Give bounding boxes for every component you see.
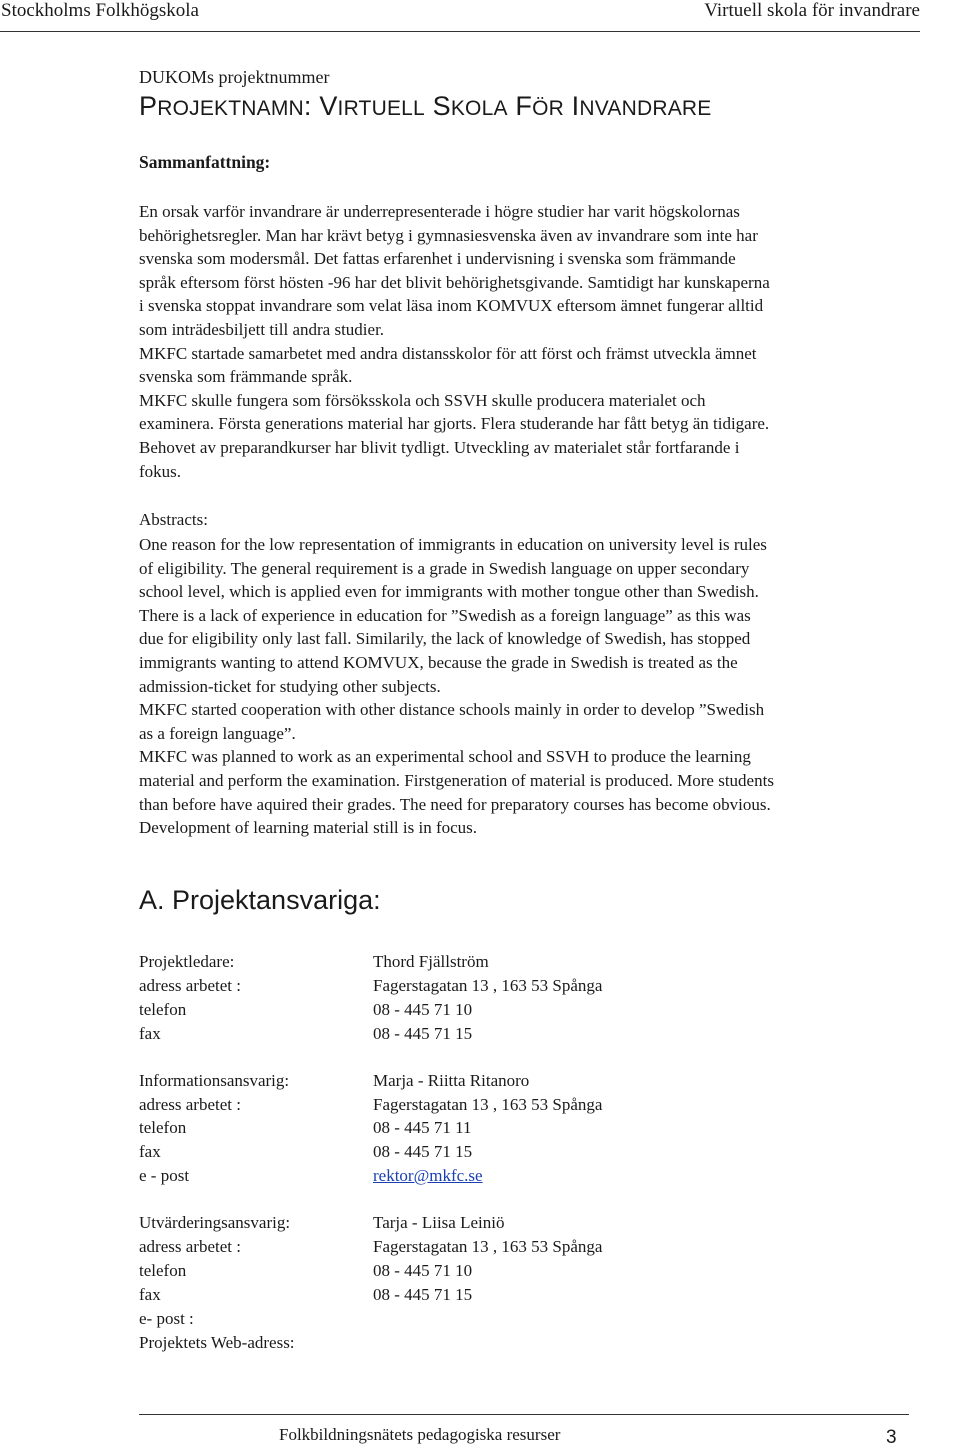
contact-row-fax: [139, 1024, 899, 1046]
abstract-paragraph: [139, 533, 909, 840]
contact-value: Tarja - Liisa Leiniö: [373, 1213, 505, 1232]
footer-text: Folkbildningsnätets pedagogiska resurser: [279, 1425, 561, 1444]
abstract-line: than before have aquired their grades. The need for preparatory courses has become obvious.: [139, 794, 771, 814]
contact-row-email: [139, 1166, 899, 1188]
title-kola: KOLA: [450, 97, 508, 120]
header-school-name: Stockholms Folkhögskola: [1, 0, 199, 21]
contact-key: adress arbetet :: [139, 1237, 241, 1256]
title-colon: :: [303, 91, 320, 121]
project-title: [139, 91, 712, 122]
contact-value: 08 - 445 71 15: [373, 1142, 473, 1161]
page-header: [0, 0, 920, 24]
summary-line: behörighetsregler. Man har krävt betyg i gymnasiesvenska även av invandrare som inte har: [139, 225, 758, 245]
abstract-line: due for eligibility only last fall. Similarily, the lack of knowledge of Swedish, has stopped: [139, 629, 751, 649]
abstract-line: school level, which is applied even for immigrants with mother tongue other than Swedish.: [139, 582, 759, 602]
contact-key: fax: [139, 1285, 161, 1304]
summary-line: examinera. Första generations material har gjorts. Flera studerande har fått betyg än tidigare.: [139, 414, 770, 434]
title-nvandrare: NVANDRARE: [579, 97, 712, 120]
contact-value: Fagerstagatan 13 , 163 53 Spånga: [373, 1237, 603, 1256]
summary-heading: Sammanfattning:: [139, 152, 271, 172]
contact-key: Projektets Web-adress:: [139, 1333, 295, 1352]
abstract-line: One reason for the low representation of immigrants in education on university level is rules: [139, 535, 767, 554]
title-irtuell: IRTUELL: [337, 97, 425, 120]
contact-value: Fagerstagatan 13 , 163 53 Spånga: [373, 1095, 603, 1114]
summary-line: MKFC startade samarbetet med andra distansskolor för att först och främst utveckla ämnet: [139, 343, 757, 363]
abstract-line: material and perform the examination. Firstgeneration of material is produced. More students: [139, 770, 774, 790]
summary-line: i svenska stoppat invandrare som velat läsa inom KOMVUX eftersom ämnet fungerar alltid: [139, 296, 764, 316]
contact-key: fax: [139, 1024, 161, 1043]
contact-row-phone: [139, 1118, 899, 1140]
contact-row-fax: [139, 1142, 899, 1164]
abstract-line: There is a lack of experience in education for ”Swedish as a foreign language” as this was: [139, 605, 751, 625]
contact-row-address: [139, 1095, 899, 1117]
abstract-line: admission-ticket for studying other subjects.: [139, 676, 441, 696]
contact-row-web-address: [139, 1333, 899, 1355]
contact-row-project-leader: [139, 952, 899, 974]
contact-row-address: [139, 976, 899, 998]
title-or: ÖR: [532, 97, 564, 120]
contact-key: e- post :: [139, 1309, 194, 1328]
summary-line: fokus.: [139, 461, 182, 481]
contact-value: 08 - 445 71 15: [373, 1024, 473, 1043]
summary-line: som inträdesbiljett till andra studier.: [139, 319, 385, 339]
title-p: P: [139, 91, 158, 121]
contact-key: Informationsansvarig:: [139, 1071, 290, 1090]
abstract-line: Development of learning material still is in focus.: [139, 818, 478, 838]
abstract-line: immigrants wanting to attend KOMVUX, because the grade in Swedish is treated as the: [139, 652, 738, 672]
abstract-heading: Abstracts:: [139, 510, 208, 529]
summary-paragraph: [139, 200, 909, 483]
title-f: F: [507, 91, 533, 121]
contact-key: Utvärderingsansvarig:: [139, 1213, 291, 1232]
contact-value: Fagerstagatan 13 , 163 53 Spånga: [373, 976, 603, 995]
summary-line: svenska som främmande språk.: [139, 367, 353, 387]
contact-row-email: [139, 1309, 899, 1331]
summary-line: svenska som modersmål. Det fattas erfarenhet i undervisning i svenska som främmande: [139, 249, 736, 269]
abstract-line: MKFC started cooperation with other distance schools mainly in order to develop ”Swedish: [139, 700, 765, 720]
title-s: S: [424, 91, 451, 121]
contact-key: telefon: [139, 1000, 187, 1019]
contact-key: adress arbetet :: [139, 1095, 241, 1114]
header-divider: [0, 31, 920, 32]
contact-key: telefon: [139, 1118, 187, 1137]
contact-key: adress arbetet :: [139, 976, 241, 995]
contact-value: Thord Fjällström: [373, 952, 489, 971]
contact-row-phone: [139, 1000, 899, 1022]
project-number-label: DUKOMs projektnummer: [139, 67, 330, 87]
contact-value: 08 - 445 71 15: [373, 1285, 473, 1304]
email-link[interactable]: rektor@mkfc.se: [373, 1166, 483, 1185]
contact-row-information-officer: [139, 1071, 899, 1093]
contact-value: 08 - 445 71 10: [373, 1000, 473, 1019]
contact-row-fax: [139, 1285, 899, 1307]
contact-row-phone: [139, 1261, 899, 1283]
contact-row-address: [139, 1237, 899, 1259]
contact-value: 08 - 445 71 11: [373, 1118, 472, 1137]
contact-key: telefon: [139, 1261, 187, 1280]
title-i: I: [563, 91, 580, 121]
title-v: V: [319, 91, 338, 121]
footer-divider: [139, 1414, 909, 1415]
contact-key: Projektledare:: [139, 952, 235, 971]
contact-value: Marja - Riitta Ritanoro: [373, 1071, 530, 1090]
page-number: 3: [886, 1427, 897, 1448]
title-rojektnamn: ROJEKTNAMN: [157, 97, 304, 120]
contact-key: fax: [139, 1142, 161, 1161]
contact-value: 08 - 445 71 10: [373, 1261, 473, 1280]
summary-line: språk eftersom först hösten -96 har det blivit behörighetsgivande. Samtidigt har kunskaperna: [139, 272, 770, 292]
header-project-name: Virtuell skola för invandrare: [704, 0, 920, 21]
summary-line: MKFC skulle fungera som försöksskola och SSVH skulle producera materialet och: [139, 390, 706, 410]
contact-row-evaluation-officer: [139, 1213, 899, 1235]
section-a-heading: A. Projektansvariga:: [139, 885, 381, 915]
abstract-line: of eligibility. The general requirement is a grade in Swedish language on upper secondary: [139, 558, 750, 578]
contact-key: e - post: [139, 1166, 190, 1185]
abstract-line: MKFC was planned to work as an experimental school and SSVH to produce the learning: [139, 747, 751, 767]
summary-line: En orsak varför invandrare är underrepresenterade i högre studier har varit högskolornas: [139, 202, 740, 221]
abstract-line: as a foreign language”.: [139, 723, 296, 743]
summary-line: Behovet av preparandkurser har blivit tydligt. Utveckling av materialet står fortfarande i: [139, 437, 740, 457]
